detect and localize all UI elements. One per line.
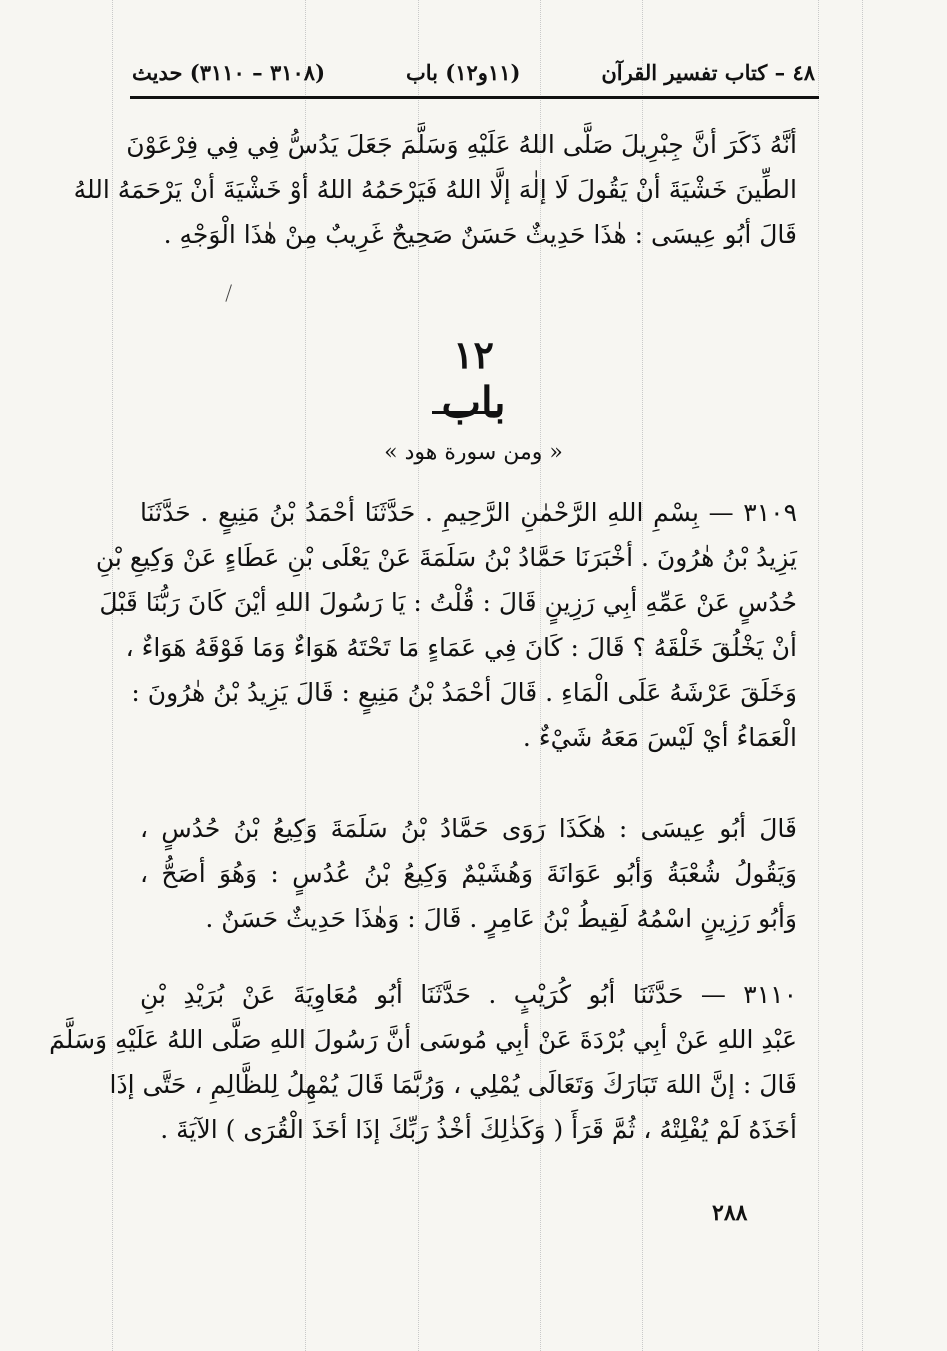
page-number: ٢٨٨ <box>712 1200 748 1226</box>
text-line: قَالَ : إنَّ اللهَ تَبَارَكَ وَتَعَالَى يُمْلِي ، وَرُبَّمَا قَالَ يُمْهِلُ لِلظَّالِمِ ، حَتَّى إذَا <box>109 1070 797 1099</box>
hadith-3109 <box>95 490 797 760</box>
text-line: قَالَ أبُو عِيسَى : هٰذَا حَدِيثٌ حَسَنٌ صَحِيحٌ غَرِيبٌ مِنْ هٰذَا الْوَجْهِ . <box>163 220 797 249</box>
comment-3109 <box>140 806 797 941</box>
text-line: وَيَقُولُ شُعْبَةُ وَأبُو عَوَانَةَ وَهُشَيْمٌ وَكِيعُ بْنُ عُدُسٍ : وَهُوَ أصَحُّ ، <box>140 859 797 888</box>
text-line: أخَذَهُ لَمْ يُفْلِتْهُ ، ثُمَّ قَرَأَ ( وَكَذٰلِكَ أخْذُ رَبِّكَ إذَا أخَذَ الْقُرَى ) الآيَةَ . <box>160 1115 797 1144</box>
chapter-title: باب <box>441 378 506 427</box>
stray-mark <box>225 284 237 303</box>
chapter-subtitle: « ومن سورة هود » <box>384 440 563 465</box>
text-line: الطِّينَ خَشْيَةَ أنْ يَقُولَ لَا إلٰهَ إلَّا اللهُ فَيَرْحَمُهُ اللهُ أوْ خَشْيَةَ أنْ يَرْحَمَهُ اللهُ <box>73 175 797 204</box>
text-line: حُدُسٍ عَنْ عَمِّهِ أبِي رَزِينٍ قَالَ : قُلْتُ : يَا رَسُولَ اللهِ أيْنَ كَانَ رَبُّنَا قَبْلَ <box>99 588 797 617</box>
header-section: (١١و١٢) باب <box>405 59 521 85</box>
hadith-3110 <box>49 972 797 1152</box>
text-line: ٣١١٠ — حَدَّثَنَا أبُو كُرَيْبٍ . حَدَّثَنَا أبُو مُعَاوِيَةَ عَنْ بُرَيْدِ بْنِ <box>140 980 797 1009</box>
text-line: الْعَمَاءُ أيْ لَيْسَ مَعَهُ شَيْءٌ . <box>522 723 797 752</box>
text-line: أنْ يَخْلُقَ خَلْقَهُ ؟ قَالَ : كَانَ فِي عَمَاءٍ مَا تَحْتَهُ هَوَاءٌ وَمَا فَوْقَهُ هَوَاءٌ ، <box>125 633 797 662</box>
text-line: يَزِيدُ بْنُ هٰرُونَ . أخْبَرَنَا حَمَّادُ بْنُ سَلَمَةَ عَنْ يَعْلَى بْنِ عَطَاءٍ عَنْ وَكِيعِ بْنِ <box>95 543 797 572</box>
text-line: ٣١٠٩ — بِسْمِ اللهِ الرَّحْمٰنِ الرَّحِيمِ . حَدَّثَنَا أحْمَدُ بْنُ مَنِيعٍ . حَدَّثَنَا <box>140 498 797 527</box>
intro-paragraph <box>73 122 797 257</box>
text-line: وَأبُو رَزِينٍ اسْمُهُ لَقِيطُ بْنُ عَامِرٍ . قَالَ : وَهٰذَا حَدِيثٌ حَسَنٌ . <box>205 904 797 933</box>
running-header <box>132 52 815 92</box>
text-line: قَالَ أبُو عِيسَى : هٰكَذَا رَوَى حَمَّادُ بْنُ سَلَمَةَ وَكِيعُ بْنُ حُدُسٍ ، <box>140 814 797 843</box>
text-line: أنَّهُ ذَكَرَ أنَّ جِبْرِيلَ صَلَّى اللهُ عَلَيْهِ وَسَلَّمَ جَعَلَ يَدُسُّ فِي فِي فِرْعَوْنَ <box>126 130 797 159</box>
chapter-underline <box>432 411 502 414</box>
text-line: عَبْدِ اللهِ عَنْ أبِي بُرْدَةَ عَنْ أبِي مُوسَى أنَّ رَسُولَ اللهِ صَلَّى اللهُ عَلَيْهِ وَسَلَّمَ <box>49 1025 797 1054</box>
header-rule <box>130 96 819 99</box>
header-book-title: ٤٨ – كتاب تفسير القرآن <box>601 59 815 85</box>
chapter-number: ١٢ <box>453 332 494 377</box>
header-hadith-range: (٣١٠٨ – ٣١١٠) حديث <box>132 59 326 85</box>
text-line: وَخَلَقَ عَرْشَهُ عَلَى الْمَاءِ . قَالَ أحْمَدُ بْنُ مَنِيعٍ : قَالَ يَزِيدُ بْنُ هٰرُونَ : <box>131 678 797 707</box>
